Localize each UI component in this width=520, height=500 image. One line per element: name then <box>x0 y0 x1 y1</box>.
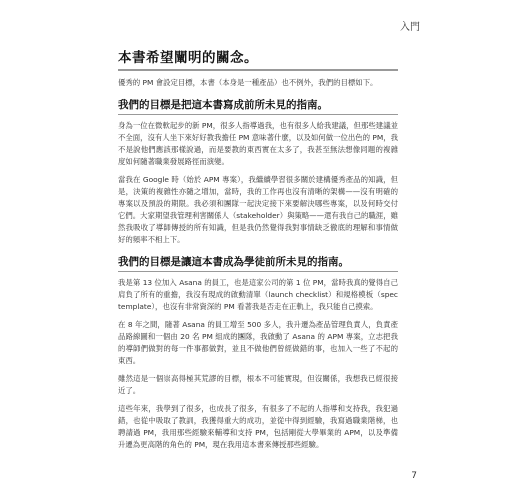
page-title <box>118 46 398 71</box>
body-paragraph: 當我在 Google 時（始於 APM 專案），我繼續學習很多關於建構優秀產品的知識，但是，決策的複雜性亦隨之增加，當時，我的工作再也沒有清晰的架構——沒有明確的專案以及預設的期限。我必須和團隊一起決定接下來要解決哪些專案，以及何時交付它們。大家期望我管理利害關係人（stakeholder）與策略——還有我自己的職涯，雖然我吸收了導師傳授的所有知識，但是我仍然覺得我對事情缺乏徹底的理解和事情做好的頻率不相上下。 <box>118 175 398 244</box>
page-number: 7 <box>411 471 417 481</box>
body-paragraph: 身為一位在微軟起步的新 PM，很多人指導過我，也有很多人給我建議，但那些建議並不全面，沒有人坐下來好好教我擔任 PM 意味著什麼，以及如何做一位出色的 PM，我不是說他們應該那樣說過，而是要教的東西實在太多了，我甚至無法想像同題的複雜度如何隨著職業發展路徑而演變。 <box>118 121 398 166</box>
title-text: 本書希望闡明的關念。 <box>118 50 258 66</box>
body-paragraph: 在 8 年之間，隨著 Asana 的員工增至 500 多人，我升遷為產品管理負責人，負責產品路線圖和一個由 20 名 PM 組成的團隊，我啟動了 Asana 的 APM 專案，立志把我的導師們做對的每一件事都做對，並且不做他們曾經做錯的事，也加入一些了不起的東西。 <box>118 320 398 365</box>
body-paragraph: 這些年來，我學到了很多，也成長了很多，有很多了不起的人指導和支持我，我犯過錯，也從中吸取了教訓，我獲得重大的成功，並從中得到經驗，我寫過職業階梯，也聘請過 PM，我用那些經驗來輔導和支持 PM，包括剛從大學畢業的 APM，以及準備升遷為更高階的角色的 PM，現在我用這本書來傳授那些經驗。 <box>118 404 398 449</box>
body-paragraph: 我是第 13 位加入 Asana 的員工，也是這家公司的第 1 位 PM，當時我真的覺得自己肩負了所有的重擔，我沒有現成的啟動清單（launch checklist）和規格模板（spec template），也沒有非常資深的 PM 看著我是否走在正軌上，我只能自己摸索。 <box>118 278 398 311</box>
intro-paragraph: 優秀的 PM 會設定目標，本書（本身是一種產品）也不例外，我們的目標如下。 <box>118 78 378 87</box>
section-heading: 我們的目標是把這本書寫成前所未見的指南。 <box>118 97 398 115</box>
running-head: 入門 <box>400 22 420 33</box>
body-paragraph: 雖然這是一個崇高得極其荒謬的目標，根本不可能實現，但沒關係，我想我已經很接近了。 <box>118 374 398 395</box>
page-content <box>118 46 398 457</box>
section-heading: 我們的目標是讓這本書成為學徒前所未見的指南。 <box>118 254 398 272</box>
